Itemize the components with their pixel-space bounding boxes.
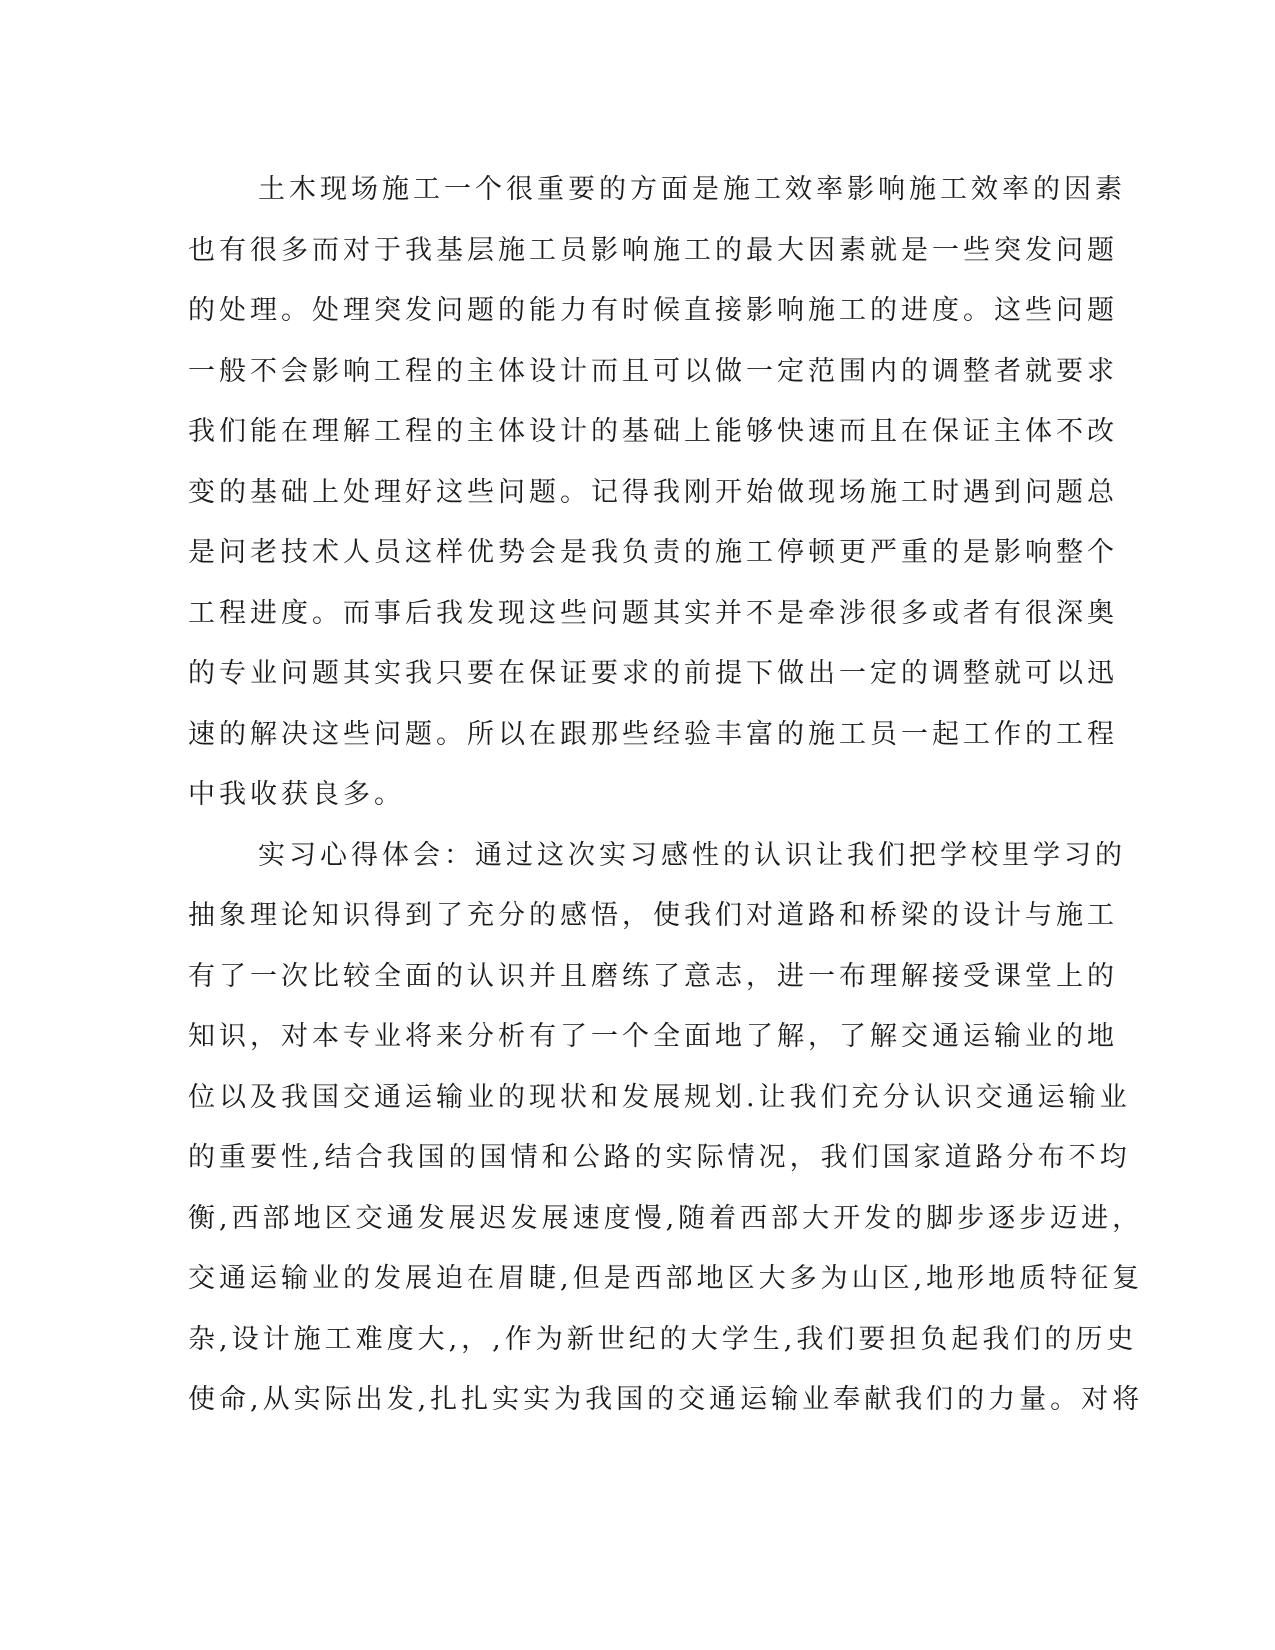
text-line: 实习心得体会：通过这次实习感性的认识让我们把学校里学习的 — [258, 839, 1126, 871]
text-line: 抽象理论知识得到了充分的感悟，使我们对道路和桥梁的设计与施工 — [188, 900, 1118, 931]
text-line: 的重要性,结合我国的国情和公路的实际情况，我们国家道路分布不均 — [188, 1142, 1131, 1173]
text-line: 我们能在理解工程的主体设计的基础上能够快速而且在保证主体不改 — [188, 416, 1118, 447]
text-line: 衡,西部地区交通发展迟发展速度慢,随着西部大开发的脚步逐步迈进， — [188, 1202, 1144, 1234]
paragraph-internship-reflection — [188, 826, 1144, 1431]
text-line: 位以及我国交通运输业的现状和发展规划.让我们充分认识交通运输业 — [188, 1081, 1131, 1113]
text-line: 工程进度。而事后我发现这些问题其实并不是牵涉很多或者有很深奥 — [188, 597, 1118, 629]
text-line: 使命,从实际出发,扎扎实实为我国的交通运输业奉献我们的力量。对将 — [188, 1384, 1144, 1415]
text-line: 知识，对本专业将来分析有了一个全面地了解，了解交通运输业的地 — [188, 1021, 1118, 1052]
text-line: 是问老技术人员这样优势会是我负责的施工停顿更严重的是影响整个 — [188, 537, 1118, 568]
text-line: 土木现场施工一个很重要的方面是施工效率影响施工效率的因素 — [258, 174, 1126, 205]
text-line: 的处理。处理突发问题的能力有时候直接影响施工的进度。这些问题 — [188, 295, 1118, 326]
text-line: 的专业问题其实我只要在保证要求的前提下做出一定的调整就可以迅 — [188, 658, 1118, 689]
body-text — [188, 160, 1144, 1431]
text-line: 交通运输业的发展迫在眉睫,但是西部地区大多为山区,地形地质特征复 — [188, 1263, 1144, 1294]
text-line: 一般不会影响工程的主体设计而且可以做一定范围内的调整者就要求 — [188, 355, 1118, 387]
text-line: 有了一次比较全面的认识并且磨练了意志，进一布理解接受课堂上的 — [188, 960, 1118, 992]
text-line: 杂,设计施工难度大,，,作为新世纪的大学生,我们要担负起我们的历史 — [188, 1323, 1138, 1355]
text-line: 变的基础上处理好这些问题。记得我刚开始做现场施工时遇到问题总 — [188, 476, 1118, 508]
text-line: 也有很多而对于我基层施工员影响施工的最大因素就是一些突发问题 — [188, 234, 1118, 266]
paragraph-site-construction — [188, 160, 1126, 826]
text-line: 中我收获良多。 — [188, 779, 405, 810]
text-line: 速的解决这些问题。所以在跟那些经验丰富的施工员一起工作的工程 — [188, 718, 1118, 750]
